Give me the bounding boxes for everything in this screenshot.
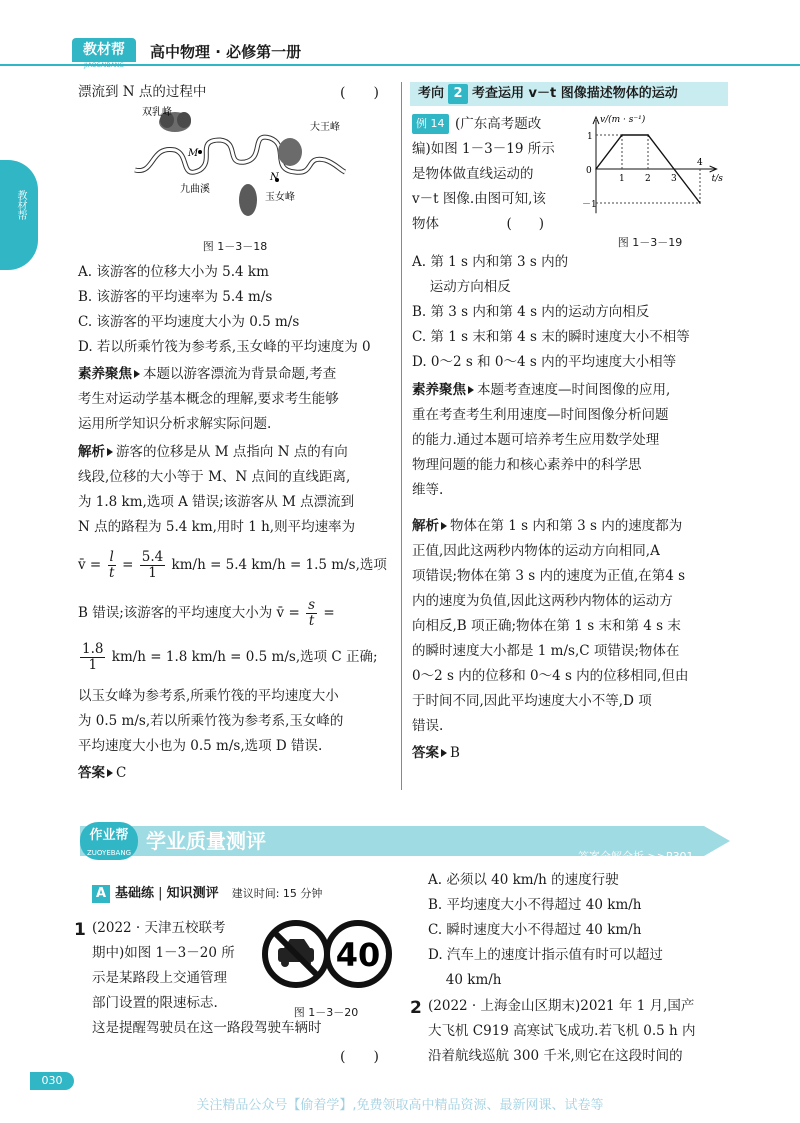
analysis-label: 解析 [412,518,439,534]
vt-chart [582,112,732,227]
stem-line: (广东高考题改 [455,116,542,132]
x-tick-label: 2 [645,174,651,184]
dawang-peak [278,138,302,166]
data-point [621,134,623,136]
option-a: A. 第 1 s 内和第 3 s 内的 [412,254,569,270]
analysis-line: 游客的位移是从 M 点指向 N 点的有向 [116,444,348,460]
fraction: $\frac{5.4}{1}$ [141,549,164,581]
data-point [699,202,701,204]
option-d: D. 汽车上的速度计指示值有时可以超过 [428,947,663,963]
y-tick-label: －1 [582,200,597,210]
badge-text: 作业帮 [89,828,129,843]
focus-line: 运用所学知识分析求解实际问题. [78,416,272,432]
example-stem-rest [412,137,555,237]
q1-line: 这是提醒驾驶员在这一路段驾驶车辆时 [92,1020,322,1036]
q2-line: 沿着航线巡航 300 千米,则它在这段时间的 [428,1048,683,1064]
topic-number: 2 [448,84,468,104]
analysis-line: 为 0.5 m/s,若以所乘竹筏为参考系,玉女峰的 [78,713,344,729]
eq-rest: km/h = 1.8 km/h = 0.5 m/s,选项 C 正确; [111,649,378,665]
q1-line: 部门设置的限速标志. [92,995,218,1011]
river-map [130,100,350,230]
analysis-line: 为 1.8 km,选项 A 错误;该游客从 M 点漂流到 [78,494,355,510]
answer-reference[interactable]: 答案全解全析 >>P301 [578,850,694,863]
focus-line: 的能力.通过本题可培养考生应用数学处理 [412,432,660,448]
option-c: C. 瞬时速度大小不得超过 40 km/h [428,922,642,938]
column-divider [401,82,402,790]
fig-caption-20: 图 1－3－20 [293,1006,359,1019]
equation-1: v̄ = $\frac{l}{t}$ = $\frac{5.4}{1}$ km/h = 5.4 km/h = 1.5 m/s,选项 [78,549,387,581]
topic-text: 考查运用 v－t 图像描述物体的运动 [472,86,678,101]
jiuqu-label: 九曲溪 [180,184,210,195]
analysis-label: 解析 [78,444,105,460]
footer-note: 关注精品公众号【偷着学】,免费领取高中精品资源、最新网课、试卷等 [196,1098,604,1113]
arrow-icon [107,769,113,777]
option-c: C. 该游客的平均速度大小为 0.5 m/s [78,314,300,330]
focus-label: 素养聚焦 [412,382,466,398]
question-number: 2 [410,998,422,1018]
analysis-line: 错误. [412,718,444,734]
equation-2 [78,596,335,630]
stem-line: 是物体做直线运动的 [412,166,534,182]
analysis-line: 向相反,B 项正确;物体在第 1 s 末和第 4 s 末 [412,618,681,634]
analysis-line: 内的速度为负值,因此这两秒内物体的运动方 [412,593,673,609]
eq-tail: = [323,605,335,621]
focus-line: 本题考查速度—时间图像的应用, [477,382,671,398]
question-number: 1 [74,920,86,940]
stem-line: 物体 ( ) [412,216,545,232]
level-letter: A [92,885,110,903]
y-tick-label: 1 [587,132,593,142]
options-right [412,250,690,375]
x-tick-label: 3 [671,174,677,184]
option-d-cont: 40 km/h [428,972,502,988]
option-a: A. 该游客的位移大小为 5.4 km [78,264,269,280]
option-c: C. 第 1 s 末和第 4 s 末的瞬时速度大小不相等 [412,329,690,345]
arrow-icon [107,448,113,456]
question-2 [428,994,696,1069]
focus-line: 物理问题的能力和核心素养中的科学思 [412,457,642,473]
fig-caption-18: 图 1－3－18 [202,240,268,253]
origin-label: 0 [586,166,592,176]
focus-line: 本题以游客漂流为背景命题,考查 [143,366,337,382]
answer-value: C [116,765,127,781]
basic-sub: 知识测评 [166,886,219,901]
badge-sub: ZUOYEBANG [87,849,131,857]
focus-left [78,362,339,437]
arrow-icon [441,522,447,530]
topic-prefix: 考向 [418,86,445,101]
focus-line: 维等. [412,482,444,498]
analysis-right [412,514,688,766]
analysis-line: 正值,因此这两秒内物体的运动方向相同,A [412,543,660,559]
arrow-icon [468,386,474,394]
section-badge [80,822,138,860]
q1-options [428,868,663,993]
stem-line: 编)如图 1－3－19 所示 [412,141,555,157]
dawang-label: 大王峰 [310,122,340,133]
analysis-line: 物体在第 1 s 内和第 3 s 内的速度都为 [450,518,683,534]
section-title: 学业质量测评 [146,829,266,853]
brand-sub: JIAOCAIBANG [84,62,124,69]
analysis-line: 于时间不同,因此平均速度大小不等,D 项 [412,693,652,709]
option-a-cont: 运动方向相反 [412,279,511,295]
analysis-line: N 点的路程为 5.4 km,用时 1 h,则平均速率为 [78,519,356,535]
analysis-line: 线段,位移的大小等于 M、N 点间的直线距离, [78,469,351,485]
n-label: N [270,172,279,183]
fraction: $\frac{l}{t}$ [108,549,115,581]
x-tick-label: 1 [619,174,625,184]
focus-label: 素养聚焦 [78,366,132,382]
answer-value: B [450,745,460,761]
page-number: 030 [30,1072,74,1090]
option-a: A. 必须以 40 km/h 的速度行驶 [428,872,619,888]
eq-text: B 错误;该游客的平均速度大小为 v̄ = [78,605,300,621]
option-d: D. 0～2 s 和 0～4 s 内的平均速度大小相等 [412,354,677,370]
q2-line: (2022 · 上海金山区期末)2021 年 1 月,国产 [428,998,695,1014]
option-b: B. 平均速度大小不得超过 40 km/h [428,897,642,913]
speed-limit-number: 40 [335,936,381,974]
yunv-peak [239,184,257,216]
equation-3 [78,640,378,674]
answer-paren: ( ) [340,1049,379,1065]
eq-lhs: v̄ = [78,557,102,573]
time-label: 建议时间: 15 分钟 [231,887,323,900]
y-axis-label: v/(m · s⁻¹) [600,115,646,125]
stem-line: v－t 图像.由图可知,该 [412,191,546,207]
eq-rest: km/h = 5.4 km/h = 1.5 m/s,选项 [171,557,387,573]
example-tag: 例 14 [412,114,449,134]
shuangru-label: 双乳峰 [142,107,172,118]
focus-line: 考生对运动学基本概念的理解,要求考生能够 [78,391,339,407]
data-point [595,168,597,170]
analysis-left [78,440,355,540]
focus-right [412,378,670,503]
q1-line: 期中)如图 1－3－20 所 [92,945,235,961]
q2-line: 大飞机 C919 高寒试飞成功.若飞机 0.5 h 内 [428,1023,696,1039]
yunv-label: 玉女峰 [265,192,295,203]
analysis-line: 的瞬时速度大小都是 1 m/s,C 项错误;物体在 [412,643,680,659]
fig-caption-19: 图 1－3－19 [617,236,683,249]
fraction: $\frac{1.8}{1}$ [82,641,104,673]
analysis-tail [78,684,343,786]
x-axis-label: t/s [711,174,723,184]
topic-heading [418,82,678,106]
basic-practice-label: A 基础练 | 知识测评 建议时间: 15 分钟 [92,884,322,904]
q1-line: 示是某路段上交通管理 [92,970,227,986]
option-b: B. 该游客的平均速率为 5.4 m/s [78,289,273,305]
data-point [647,134,649,136]
m-label: M [188,148,199,159]
speed-limit-signs [262,918,392,990]
q1-line: (2022 · 天津五校联考 [92,920,226,936]
analysis-line: 以玉女峰为参考系,所乘竹筏的平均速度大小 [78,688,339,704]
arrow-icon [134,370,140,378]
fraction: $\frac{s}{t}$ [308,597,316,629]
option-b: B. 第 3 s 内和第 4 s 内的运动方向相反 [412,304,650,320]
analysis-line: 0～2 s 内的位移和 0～4 s 内的位移相同,但由 [412,668,689,684]
data-point [673,168,675,170]
side-tab-text: 教材帮 [15,190,26,220]
answer-label: 答案 [78,765,105,781]
brand-tab: 教材帮 [72,38,136,62]
analysis-line: 项错误;物体在第 3 s 内的速度为正值,在第4 s [412,568,686,584]
option-d: D. 若以所乘竹筏为参考系,玉女峰的平均速度为 0 [78,339,371,355]
answer-label: 答案 [412,745,439,761]
example-stem [455,112,541,137]
analysis-line: 平均速度大小也为 0.5 m/s,选项 D 错误. [78,738,323,754]
basic-label: 基础练 [115,886,155,901]
options-left [78,260,371,360]
arrow-icon [441,749,447,757]
river-path [135,137,345,172]
answer-paren: ( ) [340,85,379,101]
x-tick-label: 4 [697,158,703,168]
book-title: 高中物理 · 必修第一册 [150,43,302,61]
focus-line: 重在考查考生利用速度—时间图像分析问题 [412,407,669,423]
question-intro: 漂流到 N 点的过程中 [78,84,207,100]
